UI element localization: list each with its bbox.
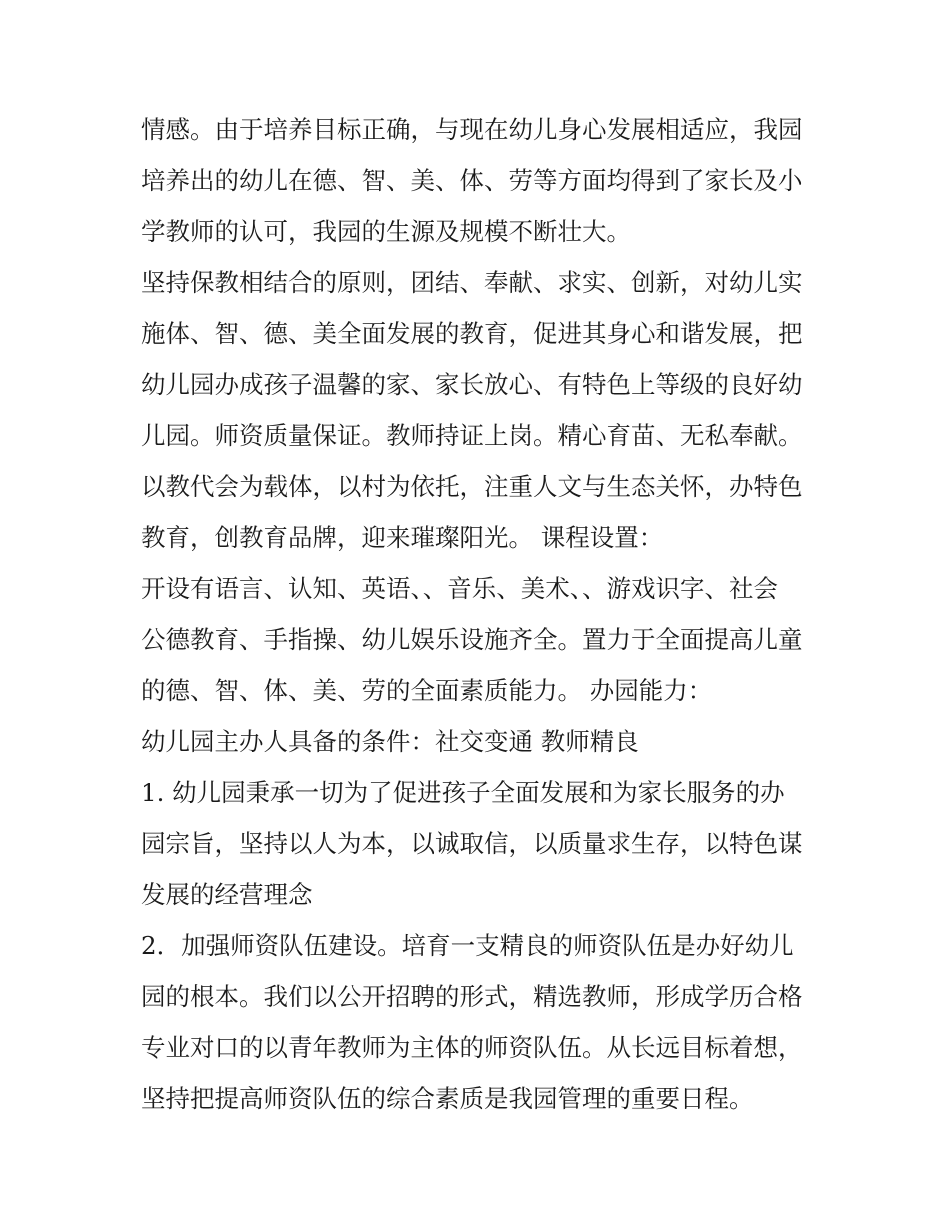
text-line: 儿园。师资质量保证。教师持证上岗。精心育苗、无私奉献。 xyxy=(141,421,803,450)
text-line: 幼儿园办成孩子温馨的家、家长放心、有特色上等级的良好幼 xyxy=(141,370,803,399)
text-line: 园宗旨，坚持以人为本，以诚取信，以质量求生存，以特色谋 xyxy=(141,829,803,858)
text-line: 开设有语言、认知、英语、、音乐、美术、、游戏识字、社会 xyxy=(141,574,778,603)
text-line: 学教师的认可，我园的生源及规模不断壮大。 xyxy=(141,217,631,246)
text-line: 公德教育、手指操、幼儿娱乐设施齐全。置力于全面提高儿童 xyxy=(141,625,803,654)
text-line: 培养出的幼儿在德、智、美、体、劳等方面均得到了家长及小 xyxy=(141,166,803,195)
text-line: 坚持把提高师资队伍的综合素质是我园管理的重要日程。 xyxy=(141,1084,754,1113)
document-body xyxy=(141,104,821,1124)
text-line: 专业对口的以青年教师为主体的师资队伍。从长远目标着想， xyxy=(141,1033,803,1062)
text-line: 以教代会为载体，以村为依托，注重人文与生态关怀，办特色 xyxy=(141,472,803,501)
text-line: 1. 幼儿园秉承一切为了促进孩子全面发展和为家长服务的办 xyxy=(141,778,785,807)
text-line: 施体、智、德、美全面发展的教育，促进其身心和谐发展，把 xyxy=(141,319,803,348)
text-line: 教育，创教育品牌，迎来璀璨阳光。 课程设置： xyxy=(141,523,664,552)
text-line: 坚持保教相结合的原则，团结、奉献、求实、创新，对幼儿实 xyxy=(141,268,803,297)
text-line: 的德、智、体、美、劳的全面素质能力。 办园能力： xyxy=(141,676,713,705)
text-line: 2．加强师资队伍建设。培育一支精良的师资队伍是办好幼儿 xyxy=(141,931,794,960)
text-line: 幼儿园主办人具备的条件：社交变通 教师精良 xyxy=(141,727,639,756)
text-line: 发展的经营理念 xyxy=(141,880,313,909)
text-line: 园的根本。我们以公开招聘的形式，精选教师，形成学历合格 xyxy=(141,982,803,1011)
text-line: 情感。由于培养目标正确，与现在幼儿身心发展相适应，我园 xyxy=(141,115,803,144)
